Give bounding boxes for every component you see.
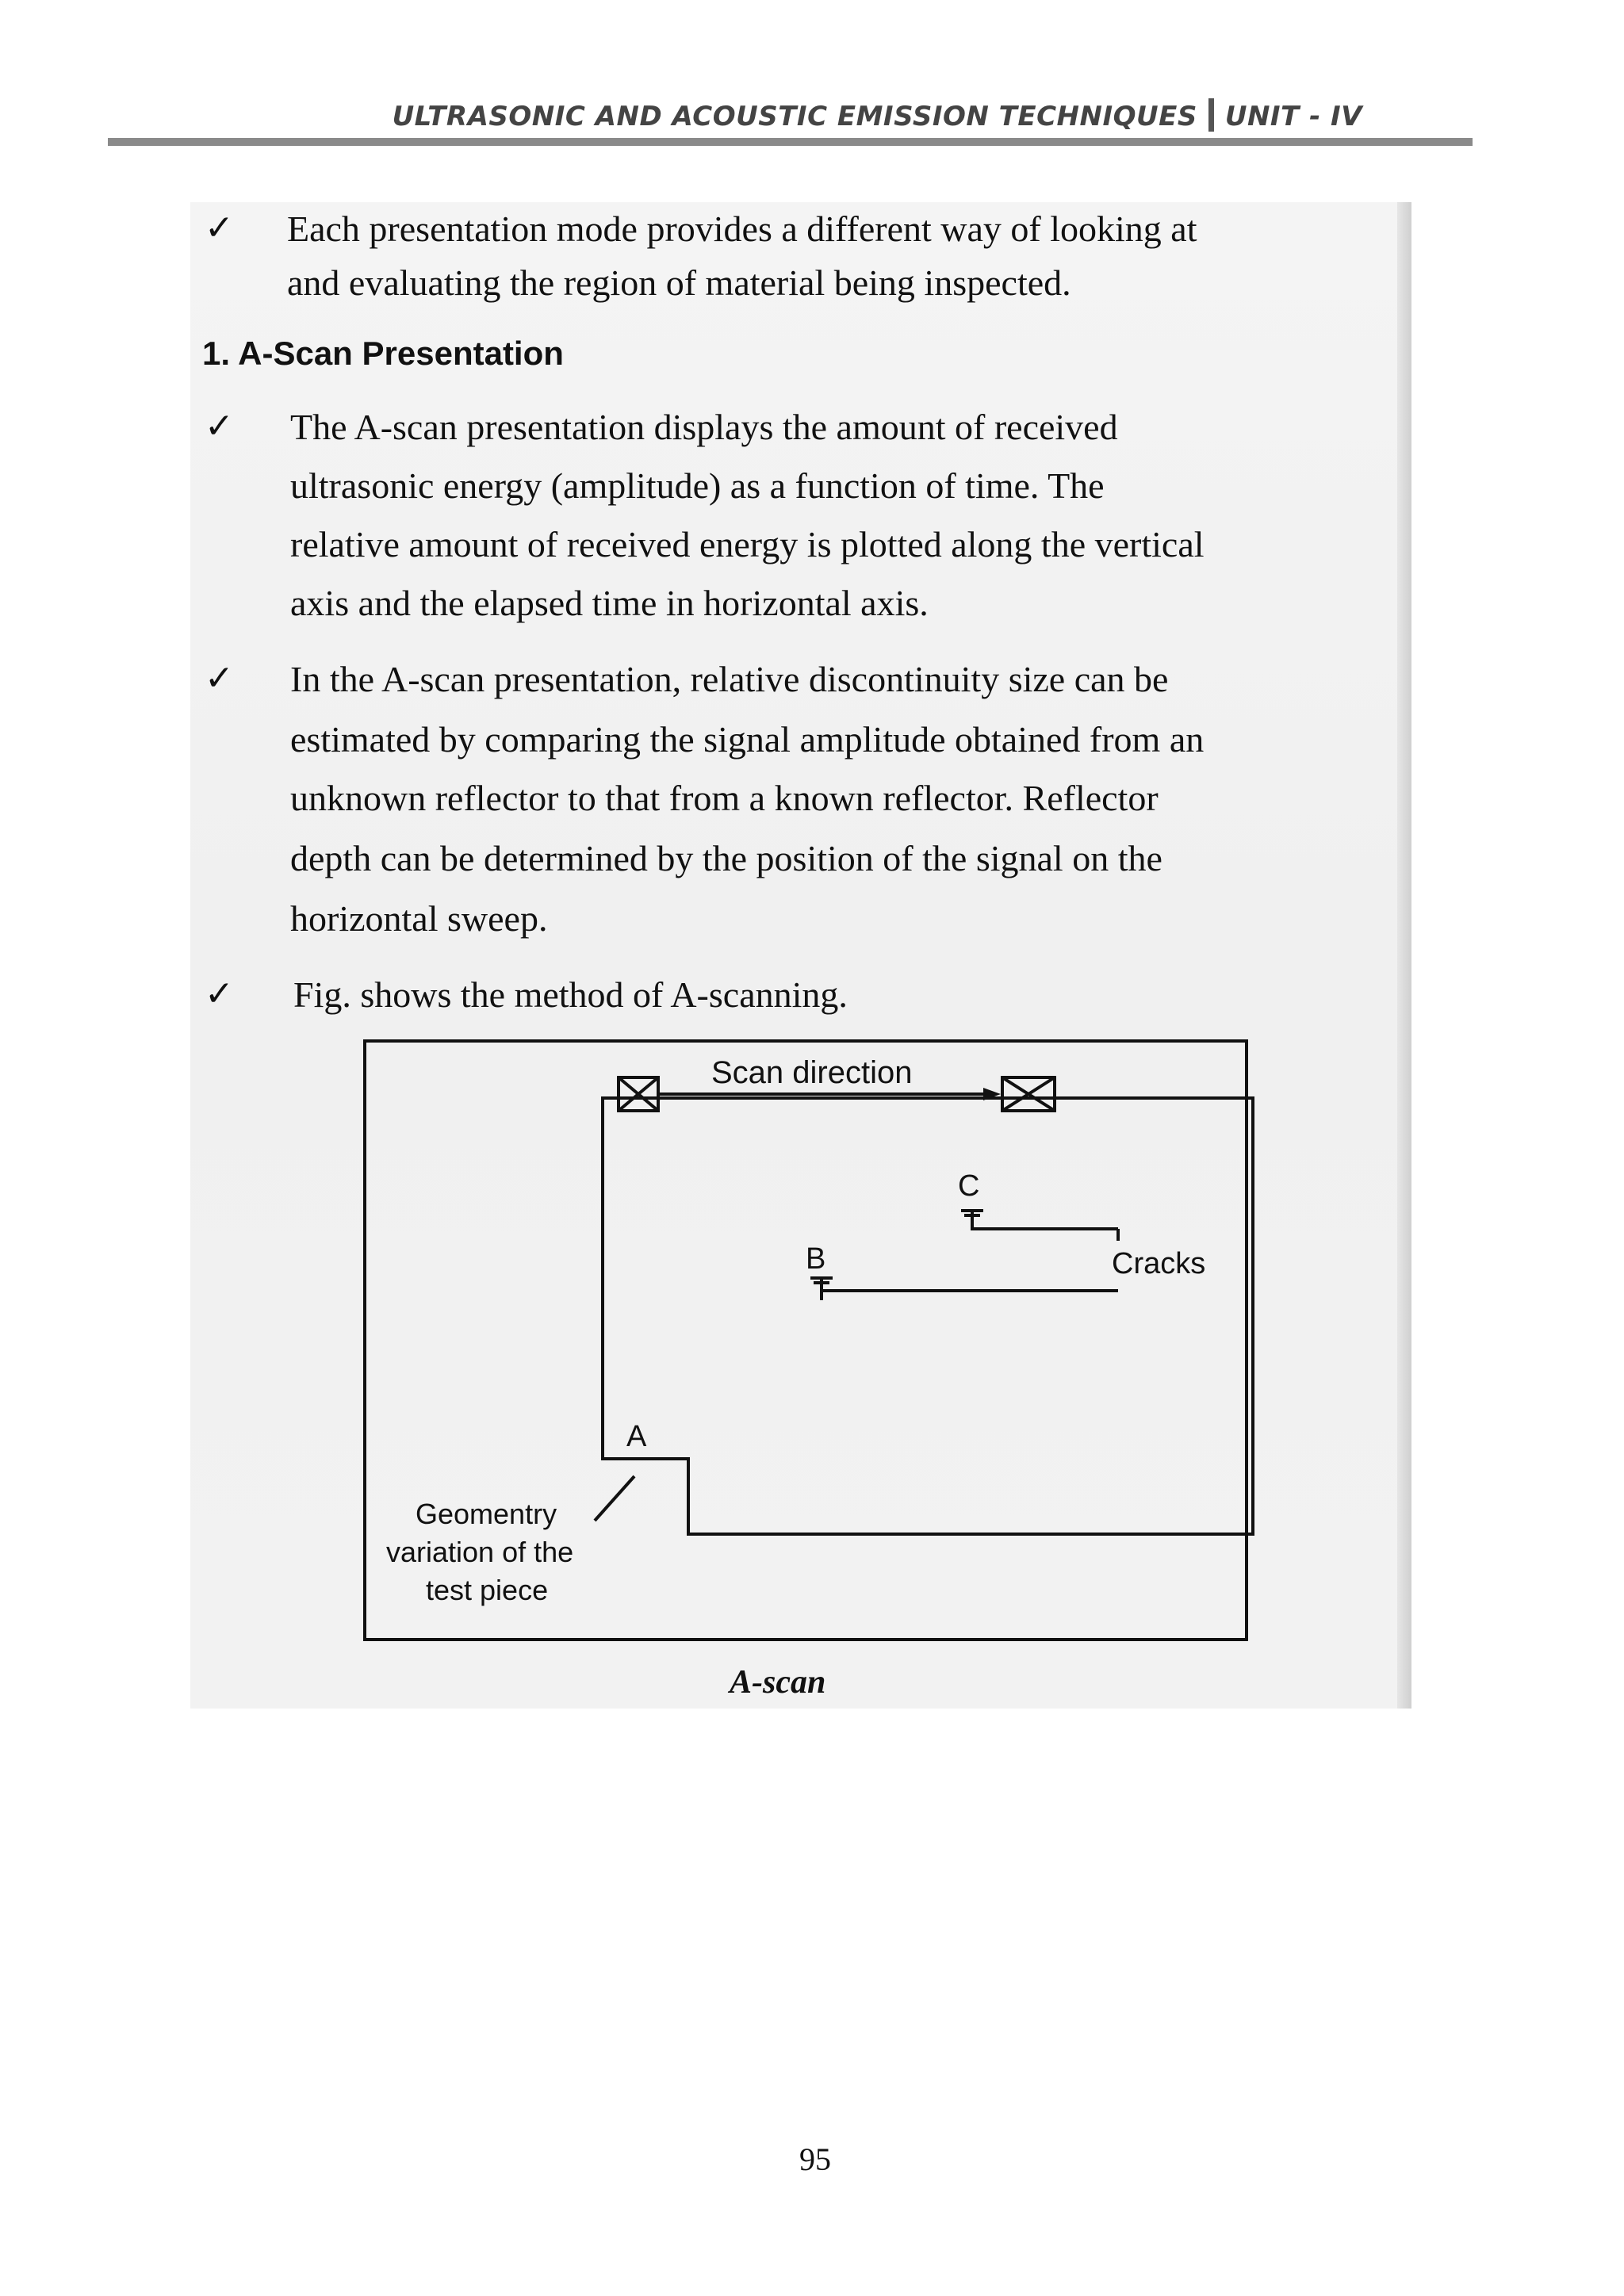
label-c: C bbox=[958, 1169, 980, 1203]
geometry-label-line-3: test piece bbox=[426, 1574, 549, 1606]
geometry-leader bbox=[595, 1476, 634, 1521]
bullet1-line-3: relative amount of received energy is plotted along the vertical bbox=[290, 524, 1205, 564]
intro-line-1: Each presentation mode provides a different way of looking at bbox=[287, 209, 1197, 249]
label-b: B bbox=[806, 1242, 826, 1276]
label-a: A bbox=[626, 1420, 647, 1453]
bullet1-line-2: ultrasonic energy (amplitude) as a function of time. The bbox=[290, 465, 1105, 506]
bullet2-line-4: depth can be determined by the position of the signal on the bbox=[290, 838, 1162, 878]
checkmark-icon: ✓ bbox=[205, 658, 234, 698]
bullet2-line-3: unknown reflector to that from a known reflector. Reflector bbox=[290, 778, 1159, 818]
section-heading: 1. A-Scan Presentation bbox=[202, 335, 564, 372]
bullet2-line-1: In the A-scan presentation, relative discontinuity size can be bbox=[290, 659, 1169, 699]
figure-caption: A-scan bbox=[730, 1664, 826, 1701]
cracks-label: Cracks bbox=[1112, 1247, 1206, 1280]
bullet2-line-5: horizontal sweep. bbox=[290, 898, 548, 939]
bullet1-line-4: axis and the elapsed time in horizontal axis. bbox=[290, 583, 929, 623]
geometry-label-line-1: Geomentry bbox=[416, 1498, 557, 1530]
checkmark-icon: ✓ bbox=[205, 406, 234, 446]
checkmark-icon: ✓ bbox=[205, 974, 234, 1014]
bullet3-text: Fig. shows the method of A-scanning. bbox=[293, 974, 848, 1015]
header-title: ULTRASONIC AND ACOUSTIC EMISSION TECHNIQUES bbox=[392, 101, 1197, 132]
geometry-label-line-2: variation of the bbox=[386, 1536, 574, 1568]
checkmark-icon: ✓ bbox=[205, 208, 234, 248]
header-unit: UNIT - IV bbox=[1224, 101, 1362, 132]
intro-line-2: and evaluating the region of material being inspected. bbox=[287, 262, 1071, 303]
test-piece-outline bbox=[603, 1098, 1253, 1534]
bullet1-line-1: The A-scan presentation displays the amount of received bbox=[290, 407, 1118, 447]
page-number: 95 bbox=[799, 2141, 831, 2177]
bullet2-line-2: estimated by comparing the signal amplitude obtained from an bbox=[290, 719, 1205, 760]
scan-direction-label: Scan direction bbox=[711, 1055, 913, 1090]
